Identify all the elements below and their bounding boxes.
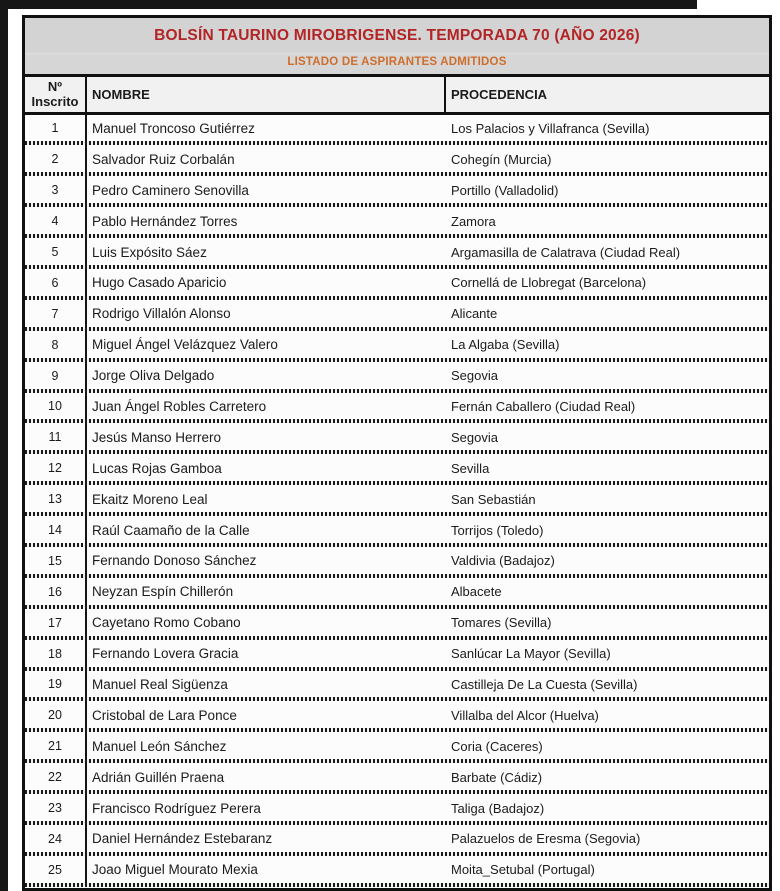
row-num-cell: 8 [25, 331, 87, 362]
column-header-origin: PROCEDENCIA [451, 87, 548, 102]
row-num-cell: 16 [25, 578, 87, 609]
table-row [25, 177, 769, 208]
table-row [25, 208, 769, 239]
table-row [25, 609, 769, 640]
table-row [25, 424, 769, 455]
row-num-cell: 14 [25, 517, 87, 548]
table-row [25, 856, 769, 887]
row-origin-cell: Taliga (Badajoz) [451, 800, 545, 816]
row-num-cell: 3 [25, 177, 87, 208]
row-origin-cell: Coria (Caceres) [451, 738, 543, 754]
row-num-cell: 22 [25, 764, 87, 795]
row-name-cell: Neyzan Espín Chillerón [92, 584, 234, 600]
row-num-cell: 25 [25, 856, 87, 887]
row-origin-cell: Sevilla [451, 460, 490, 476]
document-header-band [25, 18, 769, 77]
row-num-cell: 24 [25, 825, 87, 856]
table-column-header-row [25, 77, 769, 115]
row-name-cell: Raúl Caamaño de la Calle [92, 522, 250, 538]
row-name-cell: Manuel Troncoso Gutiérrez [92, 120, 255, 136]
row-num-cell: 13 [25, 486, 87, 517]
row-name-cell: Rodrigo Villalón Alonso [92, 306, 231, 322]
row-name-cell: Hugo Casado Aparicio [92, 275, 227, 291]
table-row [25, 115, 769, 146]
row-origin-cell: Tomares (Sevilla) [451, 615, 552, 631]
scan-artifact-top-bar [0, 0, 697, 9]
row-num-cell: 23 [25, 795, 87, 826]
row-origin-cell: Castilleja De La Cuesta (Sevilla) [451, 676, 638, 692]
row-num-cell: 9 [25, 362, 87, 393]
row-origin-cell: Palazuelos de Eresma (Segovia) [451, 831, 641, 847]
table-row [25, 393, 769, 424]
table-row [25, 640, 769, 671]
row-name-cell: Cayetano Romo Cobano [92, 615, 241, 631]
row-num-cell: 20 [25, 702, 87, 733]
row-name-cell: Manuel León Sánchez [92, 738, 227, 754]
row-name-cell: Lucas Rojas Gamboa [92, 460, 222, 476]
row-name-cell: Jesús Manso Herrero [92, 429, 222, 445]
row-origin-cell: Segovia [451, 429, 498, 445]
row-origin-cell: Sanlúcar La Mayor (Sevilla) [451, 646, 611, 662]
row-origin-cell: Valdivia (Badajoz) [451, 553, 555, 569]
row-num-cell: 4 [25, 208, 87, 239]
table-row [25, 517, 769, 548]
table-row [25, 239, 769, 270]
row-num-cell: 15 [25, 547, 87, 578]
row-origin-cell: Portillo (Valladolid) [451, 182, 559, 198]
table-row [25, 733, 769, 764]
table-row [25, 331, 769, 362]
row-num-cell: 18 [25, 640, 87, 671]
row-name-cell: Cristobal de Lara Ponce [92, 707, 237, 723]
row-origin-cell: Argamasilla de Calatrava (Ciudad Real) [451, 244, 681, 260]
row-name-cell: Adrián Guillén Praena [92, 769, 225, 785]
row-num-cell: 1 [25, 115, 87, 146]
table-row [25, 764, 769, 795]
row-num-cell: 10 [25, 393, 87, 424]
row-num-cell: 19 [25, 671, 87, 702]
row-num-cell: 12 [25, 455, 87, 486]
row-num-cell: 6 [25, 269, 87, 300]
row-origin-cell: Villalba del Alcor (Huelva) [451, 707, 599, 723]
row-name-cell: Francisco Rodríguez Perera [92, 800, 261, 816]
row-name-cell: Juan Ángel Robles Carretero [92, 398, 267, 414]
row-name-cell: Pablo Hernández Torres [92, 213, 238, 229]
row-num-cell: 21 [25, 733, 87, 764]
page-subtitle: LISTADO DE ASPIRANTES ADMITIDOS [287, 56, 507, 68]
table-row [25, 702, 769, 733]
row-origin-cell: Moita_Setubal (Portugal) [451, 862, 595, 878]
row-origin-cell: Fernán Caballero (Ciudad Real) [451, 398, 636, 414]
table-row [25, 300, 769, 331]
page-title: BOLSÍN TAURINO MIROBRIGENSE. TEMPORADA 70 (AÑO 2026) [154, 27, 640, 44]
row-name-cell: Fernando Donoso Sánchez [92, 553, 257, 569]
row-num-cell: 7 [25, 300, 87, 331]
row-origin-cell: Cohegín (Murcia) [451, 151, 552, 167]
column-header-num: Nº Inscrito [25, 77, 87, 112]
row-origin-cell: Segovia [451, 368, 498, 384]
row-name-cell: Manuel Real Sigüenza [92, 676, 228, 692]
table-row [25, 547, 769, 578]
row-origin-cell: Barbate (Cádiz) [451, 769, 543, 785]
table-row [25, 795, 769, 826]
document-table [22, 15, 772, 891]
table-body [25, 115, 769, 887]
row-num-cell: 5 [25, 239, 87, 270]
row-num-cell: 11 [25, 424, 87, 455]
table-row [25, 825, 769, 856]
row-origin-cell: Torrijos (Toledo) [451, 522, 544, 538]
row-origin-cell: Zamora [451, 213, 496, 229]
row-name-cell: Fernando Lovera Gracia [92, 646, 239, 662]
table-row [25, 455, 769, 486]
table-row [25, 671, 769, 702]
row-name-cell: Pedro Caminero Senovilla [92, 182, 249, 198]
column-header-name: NOMBRE [87, 77, 446, 112]
row-origin-cell: Cornellá de Llobregat (Barcelona) [451, 275, 647, 291]
table-row [25, 362, 769, 393]
row-origin-cell: Albacete [451, 584, 502, 600]
row-origin-cell: La Algaba (Sevilla) [451, 337, 560, 353]
row-origin-cell: Alicante [451, 306, 498, 322]
table-row [25, 269, 769, 300]
row-origin-cell: Los Palacios y Villafranca (Sevilla) [451, 120, 650, 136]
scan-artifact-left-bar [0, 0, 8, 891]
row-num-cell: 2 [25, 146, 87, 177]
row-name-cell: Luis Expósito Sáez [92, 244, 207, 260]
row-name-cell: Miguel Ángel Velázquez Valero [92, 337, 278, 353]
row-name-cell: Daniel Hernández Estebaranz [92, 831, 273, 847]
row-num-cell: 17 [25, 609, 87, 640]
table-row [25, 146, 769, 177]
row-name-cell: Ekaitz Moreno Leal [92, 491, 208, 507]
row-name-cell: Jorge Oliva Delgado [92, 368, 215, 384]
row-origin-cell: San Sebastián [451, 491, 536, 507]
table-row [25, 486, 769, 517]
row-name-cell: Joao Miguel Mourato Mexia [92, 862, 258, 878]
row-name-cell: Salvador Ruiz Corbalán [92, 151, 235, 167]
row-separator [25, 882, 769, 887]
table-row [25, 578, 769, 609]
